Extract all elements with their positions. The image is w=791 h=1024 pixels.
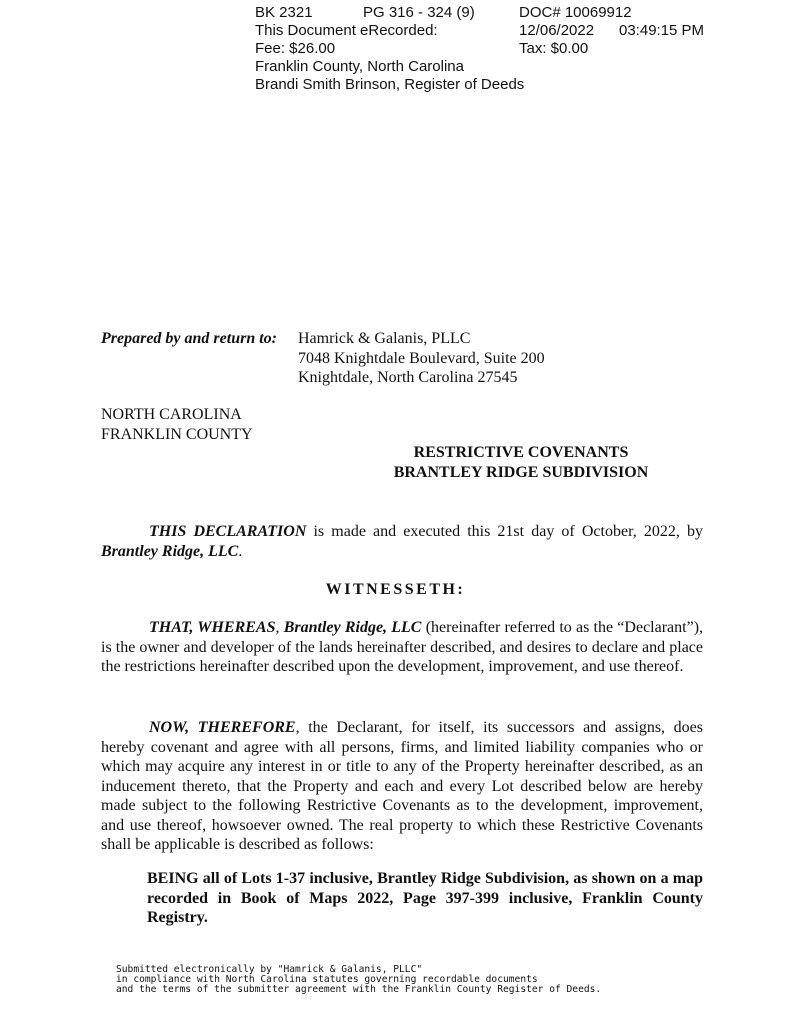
- declaration-paragraph: THIS DECLARATION is made and executed this 21st day of October, 2022, by Brantley Ridge, LLC.: [101, 523, 703, 560]
- erecorded-label: This Document eRecorded:: [255, 22, 438, 39]
- footer-line-1: Submitted electronically by "Hamrick & Galanis, PLLC": [116, 964, 423, 975]
- prepared-by-block: [101, 329, 277, 349]
- whereas-paragraph: THAT, WHEREAS, Brantley Ridge, LLC (hereinafter referred to as the “Declarant”), is the owner and developer of the lands hereinafter described, and desires to declare and place the restrictions hereinafter described upon the development, improvement, and use thereof.: [101, 619, 704, 675]
- recorded-time: 03:49:15 PM: [619, 22, 705, 39]
- whereas-lead: THAT, WHEREAS: [149, 619, 276, 636]
- whereas-party: Brantley Ridge, LLC: [283, 619, 422, 636]
- title-line-2: BRANTLEY RIDGE SUBDIVISION: [393, 463, 649, 481]
- therefore-text: , the Declarant, for itself, its successors and assigns, does hereby covenant and agree with all persons, firms, and limited liability companies who or which may acquire any interest in or title to any of the Property hereinafter described, as an inducement thereto, that the Property and each and every Lot described below are hereby made subject to the following Restrictive Covenants as to the development, improvement, and use thereof, howsoever owned. The real property to which these Restrictive Covenants shall be applicable is described as follows:: [101, 719, 704, 853]
- legal-description: BEING all of Lots 1-37 inclusive, Brantley Ridge Subdivision, as shown on a map recorded in Book of Maps 2022, Page 397-399 inclusive, Franklin County Registry.: [147, 870, 703, 926]
- register-of-deeds: Brandi Smith Brinson, Register of Deeds: [255, 76, 525, 93]
- tax: Tax: $0.00: [519, 40, 589, 57]
- title-line-1: RESTRICTIVE COVENANTS: [413, 444, 629, 461]
- page-range: PG 316 - 324 (9): [363, 4, 475, 21]
- whereas-text: (hereinafter referred to as the “Declarant”), is the owner and developer of the lands hereinafter described, and desires to declare and place the restrictions hereinafter described upon the development, improvement, and use thereof.: [101, 619, 704, 675]
- declaration-party: Brantley Ridge, LLC: [101, 542, 239, 560]
- book-number: BK 2321: [255, 4, 313, 21]
- city-state-zip: Knightdale, North Carolina 27545: [298, 369, 518, 386]
- state: NORTH CAROLINA: [101, 406, 242, 423]
- therefore-paragraph: [101, 718, 703, 855]
- firm-name: Hamrick & Galanis, PLLC: [298, 330, 471, 347]
- footer-line-2: in compliance with North Carolina statutes governing recordable documents: [116, 974, 538, 985]
- declaration-text: is made and executed this 21st day of October, 2022, by: [306, 523, 703, 540]
- county: FRANKLIN COUNTY: [101, 425, 253, 443]
- recording-stamp: [255, 4, 725, 94]
- submission-footer: [116, 965, 601, 995]
- recorded-date: 12/06/2022: [519, 22, 595, 39]
- prepared-by-address: [298, 329, 545, 388]
- doc-number: DOC# 10069912: [519, 4, 632, 21]
- county-line: Franklin County, North Carolina: [255, 58, 464, 75]
- prepared-by-label: Prepared by and return to:: [101, 330, 277, 347]
- fee: Fee: $26.00: [255, 40, 336, 57]
- jurisdiction: [101, 405, 253, 444]
- footer-line-3: and the terms of the submitter agreement with the Franklin County Register of Deeds.: [116, 984, 602, 995]
- street-address: 7048 Knightdale Boulevard, Suite 200: [298, 349, 545, 367]
- document-title: [360, 443, 682, 482]
- declaration-lead: THIS DECLARATION: [149, 523, 307, 540]
- therefore-lead: NOW, THEREFORE: [149, 719, 296, 736]
- witnesseth-heading: WITNESSETH:: [325, 581, 466, 598]
